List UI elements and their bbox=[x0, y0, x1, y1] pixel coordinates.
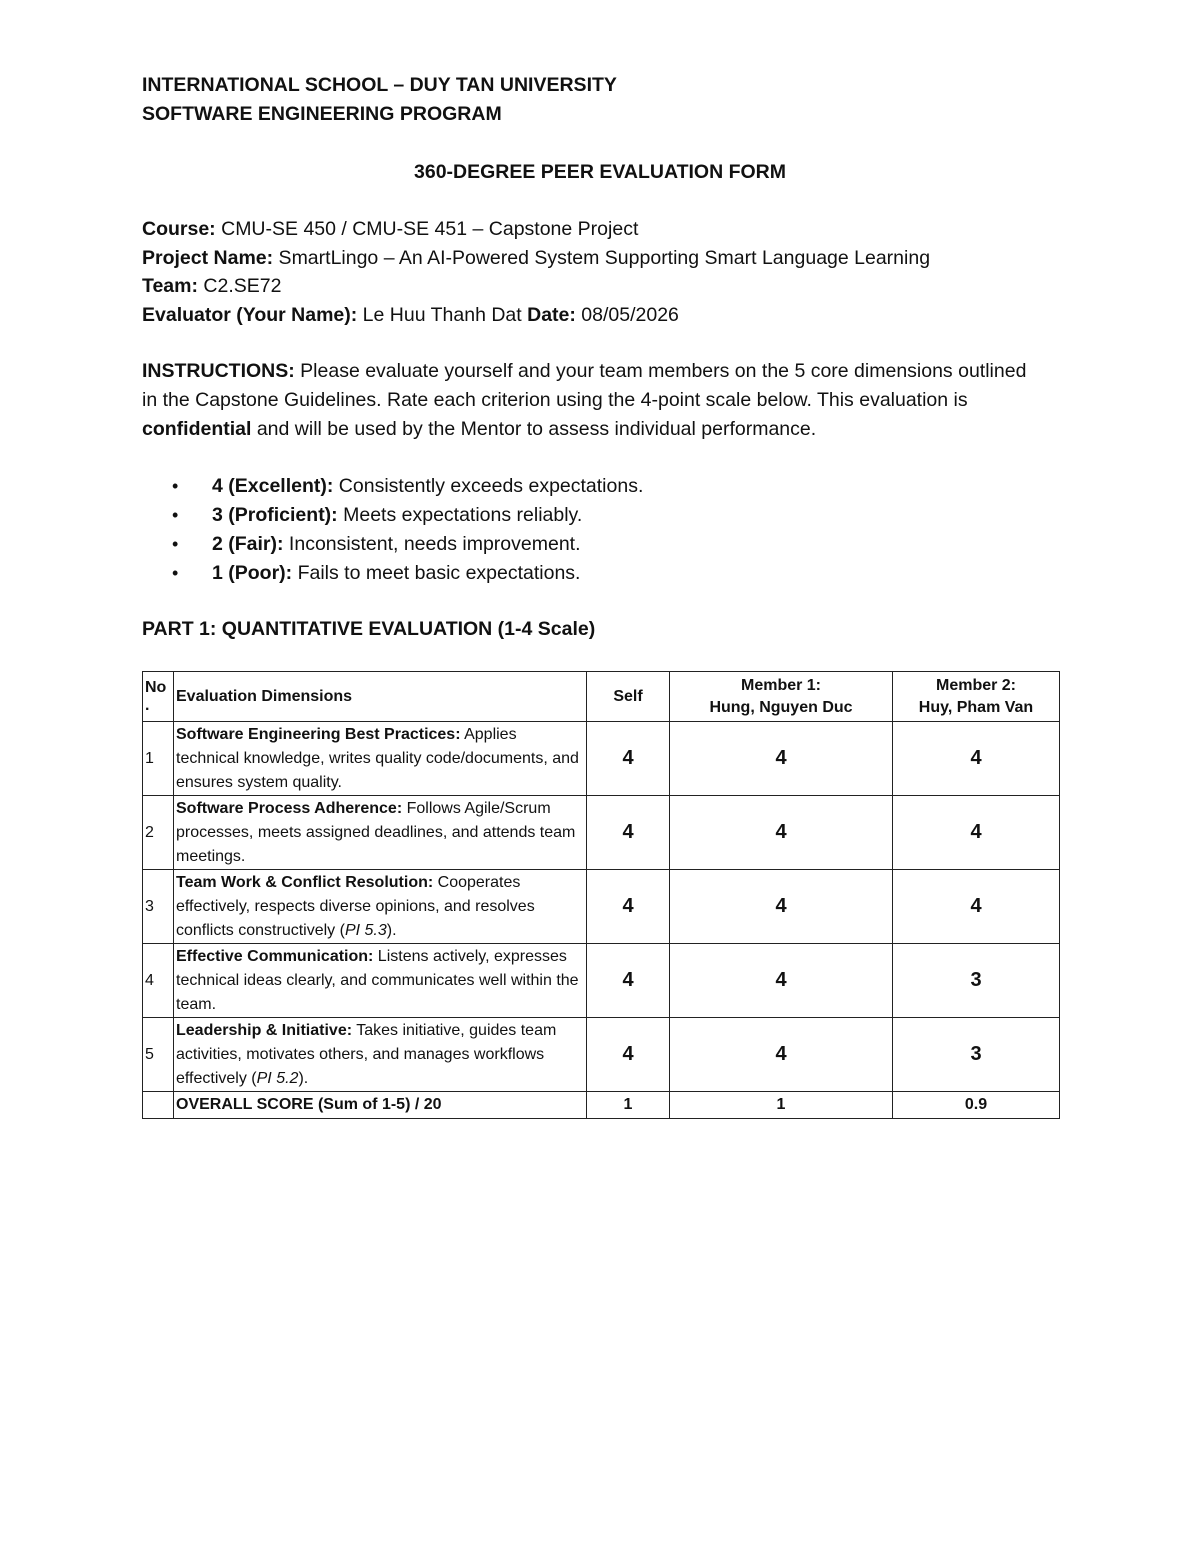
dimension-cell bbox=[174, 1018, 587, 1092]
project-line bbox=[142, 246, 930, 270]
bullet-icon: • bbox=[172, 476, 179, 496]
self-score: 4 bbox=[587, 870, 670, 944]
dimension-end: ). bbox=[298, 1069, 309, 1087]
scale-item bbox=[142, 530, 643, 559]
header-no-dot: . bbox=[145, 696, 150, 714]
member2-score: 3 bbox=[893, 1018, 1060, 1092]
dimension-cell bbox=[174, 944, 587, 1018]
scale-text: Consistently exceeds expectations. bbox=[333, 475, 644, 497]
member1-score: 4 bbox=[670, 1018, 893, 1092]
overall-label: OVERALL SCORE (Sum of 1-5) / 20 bbox=[174, 1092, 587, 1119]
dimension-desc: Applies technical knowledge, writes quality code/documents, and ensures system quality. bbox=[176, 725, 579, 791]
table-row bbox=[143, 796, 1060, 870]
dimension-cell bbox=[174, 722, 587, 796]
overall-score-row bbox=[143, 1092, 1060, 1119]
scale-item bbox=[142, 472, 643, 501]
instructions-emphasis: confidential bbox=[142, 418, 252, 440]
table-row bbox=[143, 1018, 1060, 1092]
instructions-text-2: and will be used by the Mentor to assess individual performance. bbox=[251, 418, 817, 440]
scale-item bbox=[142, 559, 643, 588]
project-label: Project Name: bbox=[142, 247, 274, 269]
member1-score: 4 bbox=[670, 722, 893, 796]
row-number: 3 bbox=[143, 870, 174, 944]
member1-score: 4 bbox=[670, 944, 893, 1018]
scale-text: Fails to meet basic expectations. bbox=[292, 562, 581, 584]
row-number: 4 bbox=[143, 944, 174, 1018]
member2-name: Huy, Pham Van bbox=[918, 698, 1034, 716]
row-number: 2 bbox=[143, 796, 174, 870]
member2-score: 4 bbox=[893, 796, 1060, 870]
scale-text: Meets expectations reliably. bbox=[337, 504, 583, 526]
instructions-paragraph bbox=[142, 357, 1032, 444]
school-name: INTERNATIONAL SCHOOL – DUY TAN UNIVERSITY bbox=[142, 74, 617, 96]
self-score: 4 bbox=[587, 1018, 670, 1092]
dimension-ref: PI 5.3 bbox=[344, 921, 387, 939]
table-row bbox=[143, 722, 1060, 796]
header-no bbox=[143, 672, 174, 722]
overall-member1-score: 1 bbox=[670, 1092, 893, 1119]
scale-label: 2 (Fair): bbox=[212, 533, 284, 555]
evaluator-value: Le Huu Thanh Dat bbox=[357, 304, 528, 326]
member2-score: 3 bbox=[893, 944, 1060, 1018]
dimension-title: Team Work & Conflict Resolution: bbox=[176, 873, 434, 891]
row-number: 1 bbox=[143, 722, 174, 796]
evaluator-label: Evaluator (Your Name): bbox=[142, 304, 358, 326]
bullet-icon: • bbox=[172, 563, 179, 583]
overall-self-score: 1 bbox=[587, 1092, 670, 1119]
evaluator-line bbox=[142, 303, 679, 327]
team-label: Team: bbox=[142, 275, 198, 297]
dimension-title: Leadership & Initiative: bbox=[176, 1021, 353, 1039]
team-value: C2.SE72 bbox=[198, 275, 282, 297]
rating-scale-list bbox=[142, 472, 643, 588]
member2-score: 4 bbox=[893, 722, 1060, 796]
dimension-title: Software Process Adherence: bbox=[176, 799, 403, 817]
course-line bbox=[142, 217, 638, 241]
scale-label: 1 (Poor): bbox=[212, 562, 293, 584]
dimension-cell bbox=[174, 870, 587, 944]
course-value: CMU-SE 450 / CMU-SE 451 – Capstone Project bbox=[215, 218, 639, 240]
member1-score: 4 bbox=[670, 796, 893, 870]
dimension-desc: Follows Agile/Scrum processes, meets assigned deadlines, and attends team meetings. bbox=[176, 799, 576, 865]
dimension-title: Effective Communication: bbox=[176, 947, 374, 965]
member2-score: 4 bbox=[893, 870, 1060, 944]
dimension-desc: Listens actively, expresses technical ideas clearly, and communicates well within the team. bbox=[176, 947, 579, 1013]
dimension-desc: Cooperates effectively, respects diverse opinions, and resolves conflicts constructively ( bbox=[176, 873, 535, 939]
evaluation-table bbox=[142, 671, 1060, 1119]
overall-member2-score: 0.9 bbox=[893, 1092, 1060, 1119]
self-score: 4 bbox=[587, 944, 670, 1018]
program-name: SOFTWARE ENGINEERING PROGRAM bbox=[142, 103, 502, 125]
part1-title: PART 1: QUANTITATIVE EVALUATION (1-4 Scale) bbox=[142, 618, 596, 640]
header-no-text: No bbox=[145, 678, 167, 696]
instructions-label: INSTRUCTIONS: bbox=[142, 360, 295, 382]
row-number: 5 bbox=[143, 1018, 174, 1092]
member1-score: 4 bbox=[670, 870, 893, 944]
scale-label: 4 (Excellent): bbox=[212, 475, 334, 497]
table-header-row bbox=[143, 672, 1060, 722]
project-value: SmartLingo – An AI-Powered System Supporting Smart Language Learning bbox=[273, 247, 931, 269]
overall-empty-cell bbox=[143, 1092, 174, 1119]
dimension-ref: PI 5.2 bbox=[256, 1069, 299, 1087]
member1-name: Hung, Nguyen Duc bbox=[709, 698, 853, 716]
scale-label: 3 (Proficient): bbox=[212, 504, 338, 526]
scale-item bbox=[142, 501, 643, 530]
member1-title: Member 1: bbox=[740, 676, 822, 694]
course-label: Course: bbox=[142, 218, 216, 240]
dimension-title: Software Engineering Best Practices: bbox=[176, 725, 461, 743]
header-member2 bbox=[893, 672, 1060, 722]
date-label: Date: bbox=[527, 304, 576, 326]
bullet-icon: • bbox=[172, 505, 179, 525]
header-dimension: Evaluation Dimensions bbox=[174, 672, 587, 722]
header-self: Self bbox=[587, 672, 670, 722]
member2-title: Member 2: bbox=[935, 676, 1017, 694]
self-score: 4 bbox=[587, 722, 670, 796]
table-row bbox=[143, 870, 1060, 944]
bullet-icon: • bbox=[172, 534, 179, 554]
dimension-cell bbox=[174, 796, 587, 870]
instructions-text-1: Please evaluate yourself and your team members on the 5 core dimensions outlined in the Capstone Guidelines. Rate each criterion using the 4-point scale below. This evaluation is bbox=[142, 360, 1027, 411]
dimension-end: ). bbox=[386, 921, 397, 939]
table-row bbox=[143, 944, 1060, 1018]
date-value: 08/05/2026 bbox=[575, 304, 679, 326]
dimension-desc: Takes initiative, guides team activities, motivates others, and manages workflows effectively ( bbox=[176, 1021, 557, 1087]
self-score: 4 bbox=[587, 796, 670, 870]
header-member1 bbox=[670, 672, 893, 722]
team-line bbox=[142, 274, 281, 298]
form-title: 360-DEGREE PEER EVALUATION FORM bbox=[414, 161, 786, 183]
scale-text: Inconsistent, needs improvement. bbox=[283, 533, 581, 555]
